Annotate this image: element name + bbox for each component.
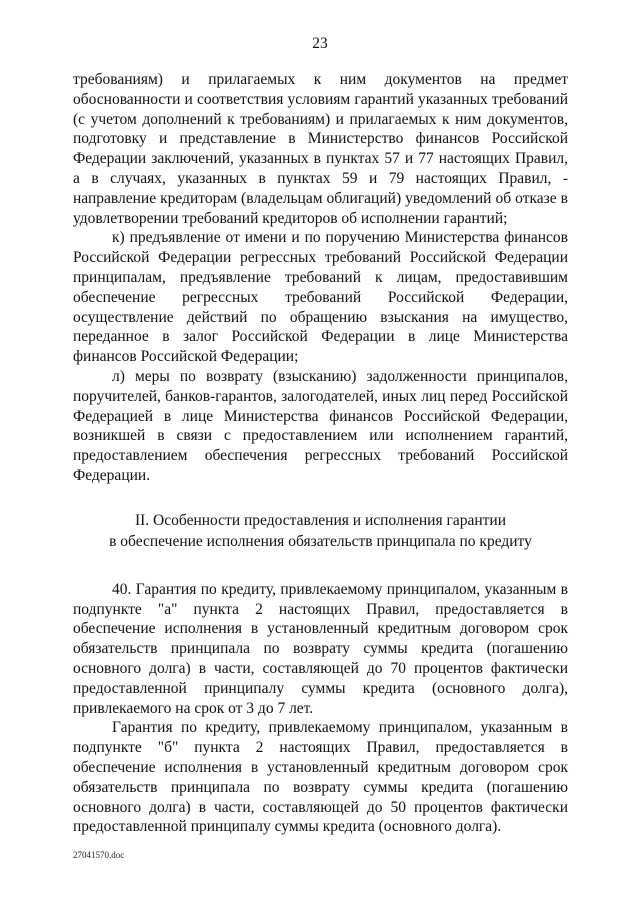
document-body xyxy=(73,70,568,837)
paragraph-40-second: Гарантия по кредиту, привлекаемому принципалом, указанным в подпункте "б" пункта 2 настоящих Правил, предоставляется в обеспечение исполнения в установленный кредитным договором срок обязательств принципала по возврату суммы кредита (погашению основного долга) в части, составляющей до 50 процентов фактически предоставленной принципалу суммы кредита (основного долга). xyxy=(73,719,568,836)
section-heading xyxy=(73,510,568,552)
section-heading-line-1: II. Особенности предоставления и исполнения гарантии xyxy=(134,511,506,529)
footer-filename: 27041570.doc xyxy=(73,850,125,860)
paragraph-l: л) меры по возврату (взысканию) задолженности принципалов, поручителей, банков-гарантов, залогодателей, иных лиц перед Российской Федерацией в лице Министерства финансов Российской Федерации, возникшей в связи с предоставлением или исполнением гарантий, предоставлением обеспечения регрессных требований Российской Федерации. xyxy=(73,367,568,484)
page-number: 23 xyxy=(312,35,328,52)
paragraph-continuation: требованиям) и прилагаемых к ним документов на предмет обоснованности и соответствия условиям гарантий указанных требований (с учетом дополнений к требованиям) и прилагаемых к ним документов, подготовку и представление в Министерство финансов Российской Федерации заключений, указанных в пунктах 57 и 77 настоящих Правил, а в случаях, указанных в пунктах 59 и 79 настоящих Правил, - направление кредиторам (владельцам облигаций) уведомлений об отказе в удовлетворении требований кредиторов об исполнении гарантий; xyxy=(73,71,568,227)
section-heading-line-2: в обеспечение исполнения обязательств принципала по кредиту xyxy=(109,532,532,550)
paragraph-k: к) предъявление от имени и по поручению Министерства финансов Российской Федерации регрессных требований Российской Федерации принципалам, предъявление требований к лицам, предоставившим обеспечение регрессных требований Российской Федерации, осуществление действий по обращению взыскания на имущество, переданное в залог Российской Федерации в лице Министерства финансов Российской Федерации; xyxy=(73,229,568,366)
paragraph-40: 40. Гарантия по кредиту, привлекаемому принципалом, указанным в подпункте "а" пункта 2 настоящих Правил, предоставляется в обеспечение исполнения в установленный кредитным договором срок обязательств принципала по возврату суммы кредита (погашению основного долга) в части, составляющей до 70 процентов фактически предоставленной принципалу суммы кредита (основного долга), привлекаемого на срок от 3 до 7 лет. xyxy=(73,580,568,717)
